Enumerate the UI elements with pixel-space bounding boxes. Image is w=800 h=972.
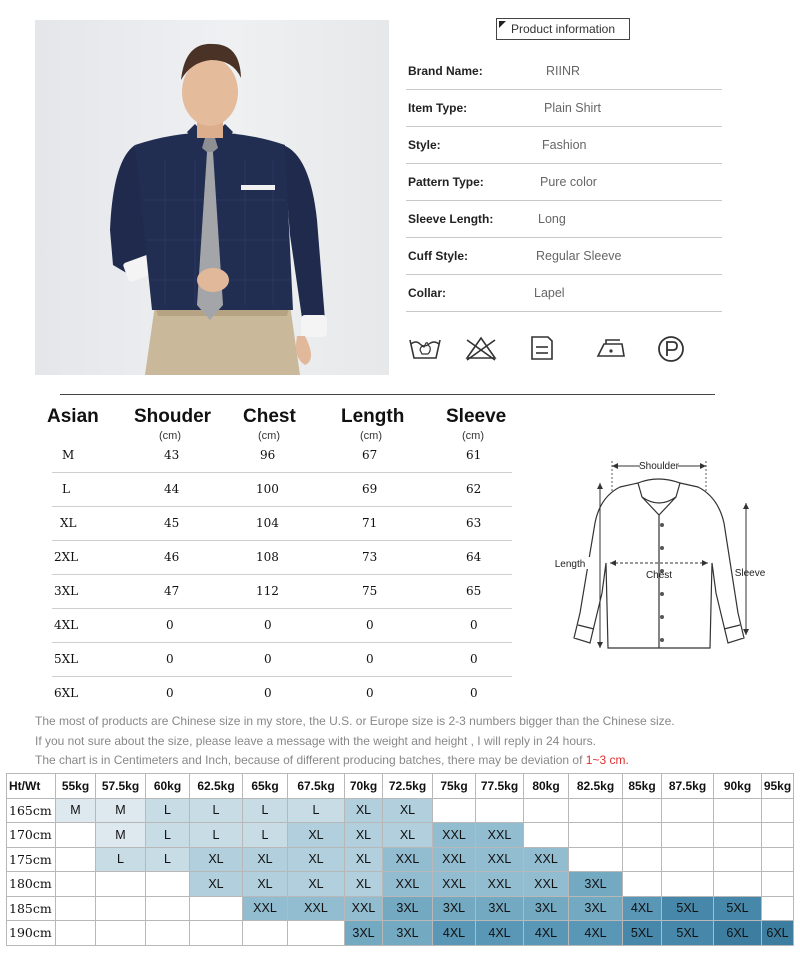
weight-header: 67.5kg bbox=[288, 774, 345, 799]
size-value: 47 bbox=[164, 584, 180, 598]
size-cell bbox=[243, 921, 288, 946]
size-value: 43 bbox=[164, 448, 180, 462]
size-cell: 3XL bbox=[345, 921, 383, 946]
size-cell: XL bbox=[345, 872, 383, 897]
size-cell bbox=[762, 896, 794, 921]
size-cell bbox=[190, 921, 243, 946]
size-cell bbox=[190, 896, 243, 921]
size-cell: L bbox=[190, 823, 243, 848]
size-cell: XXL bbox=[476, 823, 524, 848]
info-label: Brand Name: bbox=[408, 64, 483, 78]
size-cell bbox=[146, 872, 190, 897]
size-cell bbox=[96, 872, 146, 897]
table-row bbox=[7, 798, 794, 823]
info-row-brand bbox=[406, 52, 722, 90]
size-cell: XL bbox=[288, 823, 345, 848]
size-cell: 3XL bbox=[524, 896, 569, 921]
size-value: 0 bbox=[470, 686, 478, 700]
size-cell: XL bbox=[288, 847, 345, 872]
size-cell: XXL bbox=[476, 847, 524, 872]
size-cell: 5XL bbox=[623, 921, 662, 946]
size-header-chest: Chest bbox=[243, 406, 296, 427]
hand-wash-icon bbox=[408, 334, 442, 362]
product-info-title: Product information bbox=[510, 22, 616, 36]
size-label: 6XL bbox=[54, 686, 79, 700]
size-cell bbox=[96, 921, 146, 946]
size-cell bbox=[433, 798, 476, 823]
size-row bbox=[52, 472, 512, 507]
size-label: L bbox=[62, 482, 70, 496]
size-value: 67 bbox=[362, 448, 378, 462]
corner-cell: Ht/Wt bbox=[7, 774, 56, 799]
size-cell bbox=[56, 872, 96, 897]
size-cell: XXL bbox=[383, 847, 433, 872]
size-cell bbox=[714, 798, 762, 823]
weight-header: 65kg bbox=[243, 774, 288, 799]
size-cell: XXL bbox=[433, 847, 476, 872]
note-line-3 bbox=[35, 753, 629, 767]
info-label: Style: bbox=[408, 138, 441, 152]
size-cell: XXL bbox=[243, 896, 288, 921]
size-value: 45 bbox=[164, 516, 180, 530]
size-cell: 3XL bbox=[433, 896, 476, 921]
size-cell: XXL bbox=[433, 823, 476, 848]
height-label: 185cm bbox=[7, 896, 56, 921]
size-cell bbox=[623, 872, 662, 897]
table-header-row bbox=[7, 774, 794, 799]
size-value: 62 bbox=[466, 482, 482, 496]
size-cell bbox=[476, 798, 524, 823]
size-cell: XXL bbox=[524, 872, 569, 897]
size-value: 73 bbox=[362, 550, 378, 564]
info-label: Collar: bbox=[408, 286, 447, 300]
info-value: Plain Shirt bbox=[544, 101, 601, 115]
size-value: 0 bbox=[264, 618, 272, 632]
size-value: 100 bbox=[256, 482, 279, 496]
size-cell: M bbox=[96, 798, 146, 823]
info-value: Long bbox=[538, 212, 566, 226]
info-row-pattern-type bbox=[406, 163, 722, 201]
size-value: 71 bbox=[362, 516, 378, 530]
height-label: 165cm bbox=[7, 798, 56, 823]
size-cell: XL bbox=[288, 872, 345, 897]
size-unit: (cm) bbox=[360, 430, 382, 442]
size-header-length: Length bbox=[341, 406, 405, 427]
size-cell bbox=[146, 921, 190, 946]
size-cell bbox=[569, 798, 623, 823]
size-unit: (cm) bbox=[258, 430, 280, 442]
size-value: 0 bbox=[166, 686, 174, 700]
weight-header: 70kg bbox=[345, 774, 383, 799]
size-value: 108 bbox=[256, 550, 279, 564]
size-cell: 5XL bbox=[662, 921, 714, 946]
size-cell: XXL bbox=[433, 872, 476, 897]
size-cell: XL bbox=[345, 847, 383, 872]
note-line-2: If you not sure about the size, please leave a message with the weight and height , I will reply in 24 hours. bbox=[35, 734, 596, 748]
size-cell: L bbox=[190, 798, 243, 823]
size-cell bbox=[714, 872, 762, 897]
size-value: 112 bbox=[256, 584, 279, 598]
diagram-chest-label: Chest bbox=[645, 570, 673, 581]
size-cell bbox=[56, 896, 96, 921]
height-label: 190cm bbox=[7, 921, 56, 946]
size-cell: 4XL bbox=[569, 921, 623, 946]
size-header-sleeve: Sleeve bbox=[446, 406, 507, 427]
info-label: Cuff Style: bbox=[408, 249, 468, 263]
size-cell: L bbox=[146, 823, 190, 848]
size-label: 3XL bbox=[54, 584, 79, 598]
weight-header: 62.5kg bbox=[190, 774, 243, 799]
size-value: 61 bbox=[466, 448, 482, 462]
size-cell bbox=[569, 847, 623, 872]
diagram-length-label: Length bbox=[554, 559, 586, 570]
size-value: 0 bbox=[166, 618, 174, 632]
size-cell: XXL bbox=[345, 896, 383, 921]
size-cell: 3XL bbox=[569, 896, 623, 921]
size-cell bbox=[714, 847, 762, 872]
info-value: Lapel bbox=[534, 286, 565, 300]
size-value: 75 bbox=[362, 584, 378, 598]
size-cell: L bbox=[243, 798, 288, 823]
size-cell: M bbox=[56, 798, 96, 823]
info-value: Fashion bbox=[542, 138, 587, 152]
height-label: 180cm bbox=[7, 872, 56, 897]
size-cell: L bbox=[243, 823, 288, 848]
size-cell bbox=[56, 823, 96, 848]
info-value: Pure color bbox=[540, 175, 597, 189]
weight-header: 80kg bbox=[524, 774, 569, 799]
info-label: Item Type: bbox=[408, 101, 468, 115]
size-row bbox=[52, 574, 512, 609]
size-label: 4XL bbox=[54, 618, 79, 632]
size-cell bbox=[288, 921, 345, 946]
size-cell: XL bbox=[383, 798, 433, 823]
note-line-1: The most of products are Chinese size in my store, the U.S. or Europe size is 2-3 numbers bigger than the Chinese size. bbox=[35, 714, 675, 728]
size-cell: XL bbox=[243, 847, 288, 872]
size-value: 0 bbox=[470, 652, 478, 666]
product-photo bbox=[35, 20, 389, 375]
size-cell: 6XL bbox=[762, 921, 794, 946]
size-cell: 5XL bbox=[714, 896, 762, 921]
table-row bbox=[7, 847, 794, 872]
size-cell: 6XL bbox=[714, 921, 762, 946]
size-row bbox=[52, 642, 512, 677]
table-row bbox=[7, 823, 794, 848]
height-label: 170cm bbox=[7, 823, 56, 848]
size-row bbox=[52, 676, 512, 710]
size-cell: 3XL bbox=[383, 921, 433, 946]
size-row bbox=[52, 540, 512, 575]
size-value: 64 bbox=[466, 550, 482, 564]
weight-header: 85kg bbox=[623, 774, 662, 799]
size-cell: XXL bbox=[524, 847, 569, 872]
deviation-highlight: 1~3 cm. bbox=[585, 753, 629, 767]
size-cell: 3XL bbox=[383, 896, 433, 921]
weight-header: 55kg bbox=[56, 774, 96, 799]
size-cell bbox=[714, 823, 762, 848]
model-figure bbox=[35, 20, 389, 375]
size-value: 0 bbox=[264, 686, 272, 700]
size-label: XL bbox=[60, 516, 77, 530]
size-cell: XXL bbox=[383, 872, 433, 897]
size-cell bbox=[96, 896, 146, 921]
size-cell: XL bbox=[190, 847, 243, 872]
weight-header: 60kg bbox=[146, 774, 190, 799]
diagram-sleeve-label: Sleeve bbox=[734, 568, 766, 579]
weight-header: 77.5kg bbox=[476, 774, 524, 799]
size-cell bbox=[623, 847, 662, 872]
size-cell: 4XL bbox=[433, 921, 476, 946]
size-cell: XL bbox=[345, 798, 383, 823]
size-cell: 4XL bbox=[476, 921, 524, 946]
size-header-shoulder: Shouder bbox=[134, 406, 212, 427]
size-value: 69 bbox=[362, 482, 378, 496]
size-value: 104 bbox=[256, 516, 279, 530]
size-header-asian: Asian bbox=[47, 406, 99, 427]
size-value: 0 bbox=[366, 618, 374, 632]
size-row bbox=[52, 506, 512, 541]
size-cell bbox=[623, 823, 662, 848]
weight-header: 72.5kg bbox=[383, 774, 433, 799]
size-cell bbox=[524, 823, 569, 848]
size-cell bbox=[762, 872, 794, 897]
size-value: 44 bbox=[164, 482, 180, 496]
size-value: 0 bbox=[366, 686, 374, 700]
size-value: 0 bbox=[470, 618, 478, 632]
table-row bbox=[7, 921, 794, 946]
size-cell bbox=[662, 872, 714, 897]
iron-low-icon bbox=[594, 334, 628, 362]
info-value: RIINR bbox=[546, 64, 581, 78]
size-value: 63 bbox=[466, 516, 482, 530]
size-cell: L bbox=[96, 847, 146, 872]
size-label: 2XL bbox=[54, 550, 79, 564]
note-line-3-text: The chart is in Centimeters and Inch, because of different producing batches, there may be deviation of bbox=[35, 753, 586, 767]
table-row bbox=[7, 896, 794, 921]
dry-clean-p-icon bbox=[656, 334, 686, 364]
size-cell bbox=[56, 847, 96, 872]
size-cell bbox=[662, 847, 714, 872]
dry-flat-icon bbox=[528, 334, 556, 362]
info-row-style bbox=[406, 126, 722, 164]
size-cell: XL bbox=[243, 872, 288, 897]
size-cell bbox=[662, 823, 714, 848]
size-cell: L bbox=[146, 798, 190, 823]
size-cell bbox=[662, 798, 714, 823]
size-cell bbox=[146, 896, 190, 921]
size-value: 0 bbox=[366, 652, 374, 666]
size-row bbox=[52, 438, 512, 473]
size-value: 65 bbox=[466, 584, 482, 598]
size-cell: XL bbox=[383, 823, 433, 848]
size-cell bbox=[762, 823, 794, 848]
weight-header: 87.5kg bbox=[662, 774, 714, 799]
info-row-collar bbox=[406, 274, 722, 312]
size-cell: XL bbox=[190, 872, 243, 897]
size-cell: 4XL bbox=[524, 921, 569, 946]
product-info-header bbox=[496, 18, 630, 40]
size-cell: 3XL bbox=[476, 896, 524, 921]
info-row-item-type bbox=[406, 89, 722, 127]
size-cell bbox=[524, 798, 569, 823]
size-unit: (cm) bbox=[159, 430, 181, 442]
weight-header: 90kg bbox=[714, 774, 762, 799]
table-row bbox=[7, 872, 794, 897]
size-value: 0 bbox=[166, 652, 174, 666]
weight-height-size-table bbox=[6, 773, 794, 946]
size-cell: XXL bbox=[476, 872, 524, 897]
diagram-shoulder-label: Shoulder bbox=[638, 461, 680, 472]
info-row-sleeve-length bbox=[406, 200, 722, 238]
size-cell bbox=[762, 847, 794, 872]
size-cell: XL bbox=[345, 823, 383, 848]
height-label: 175cm bbox=[7, 847, 56, 872]
weight-header: 82.5kg bbox=[569, 774, 623, 799]
size-cell bbox=[623, 798, 662, 823]
shirt-measurement-diagram bbox=[550, 453, 770, 653]
weight-header: 57.5kg bbox=[96, 774, 146, 799]
size-cell: L bbox=[146, 847, 190, 872]
size-label: 5XL bbox=[54, 652, 79, 666]
size-label: M bbox=[62, 448, 75, 462]
size-value: 46 bbox=[164, 550, 180, 564]
size-cell: XXL bbox=[288, 896, 345, 921]
weight-header: 75kg bbox=[433, 774, 476, 799]
info-label: Sleeve Length: bbox=[408, 212, 494, 226]
size-cell: L bbox=[288, 798, 345, 823]
size-unit: (cm) bbox=[462, 430, 484, 442]
corner-mark-icon bbox=[499, 21, 506, 28]
size-cell: 3XL bbox=[569, 872, 623, 897]
size-cell bbox=[56, 921, 96, 946]
no-bleach-icon bbox=[463, 334, 499, 362]
info-row-cuff-style bbox=[406, 237, 722, 275]
size-row bbox=[52, 608, 512, 643]
weight-header: 95kg bbox=[762, 774, 794, 799]
size-cell bbox=[762, 798, 794, 823]
size-cell: 4XL bbox=[623, 896, 662, 921]
size-cell: M bbox=[96, 823, 146, 848]
size-cell bbox=[569, 823, 623, 848]
size-value: 0 bbox=[264, 652, 272, 666]
size-value: 96 bbox=[260, 448, 276, 462]
section-divider bbox=[60, 394, 715, 395]
info-label: Pattern Type: bbox=[408, 175, 484, 189]
size-cell: 5XL bbox=[662, 896, 714, 921]
info-value: Regular Sleeve bbox=[536, 249, 622, 263]
